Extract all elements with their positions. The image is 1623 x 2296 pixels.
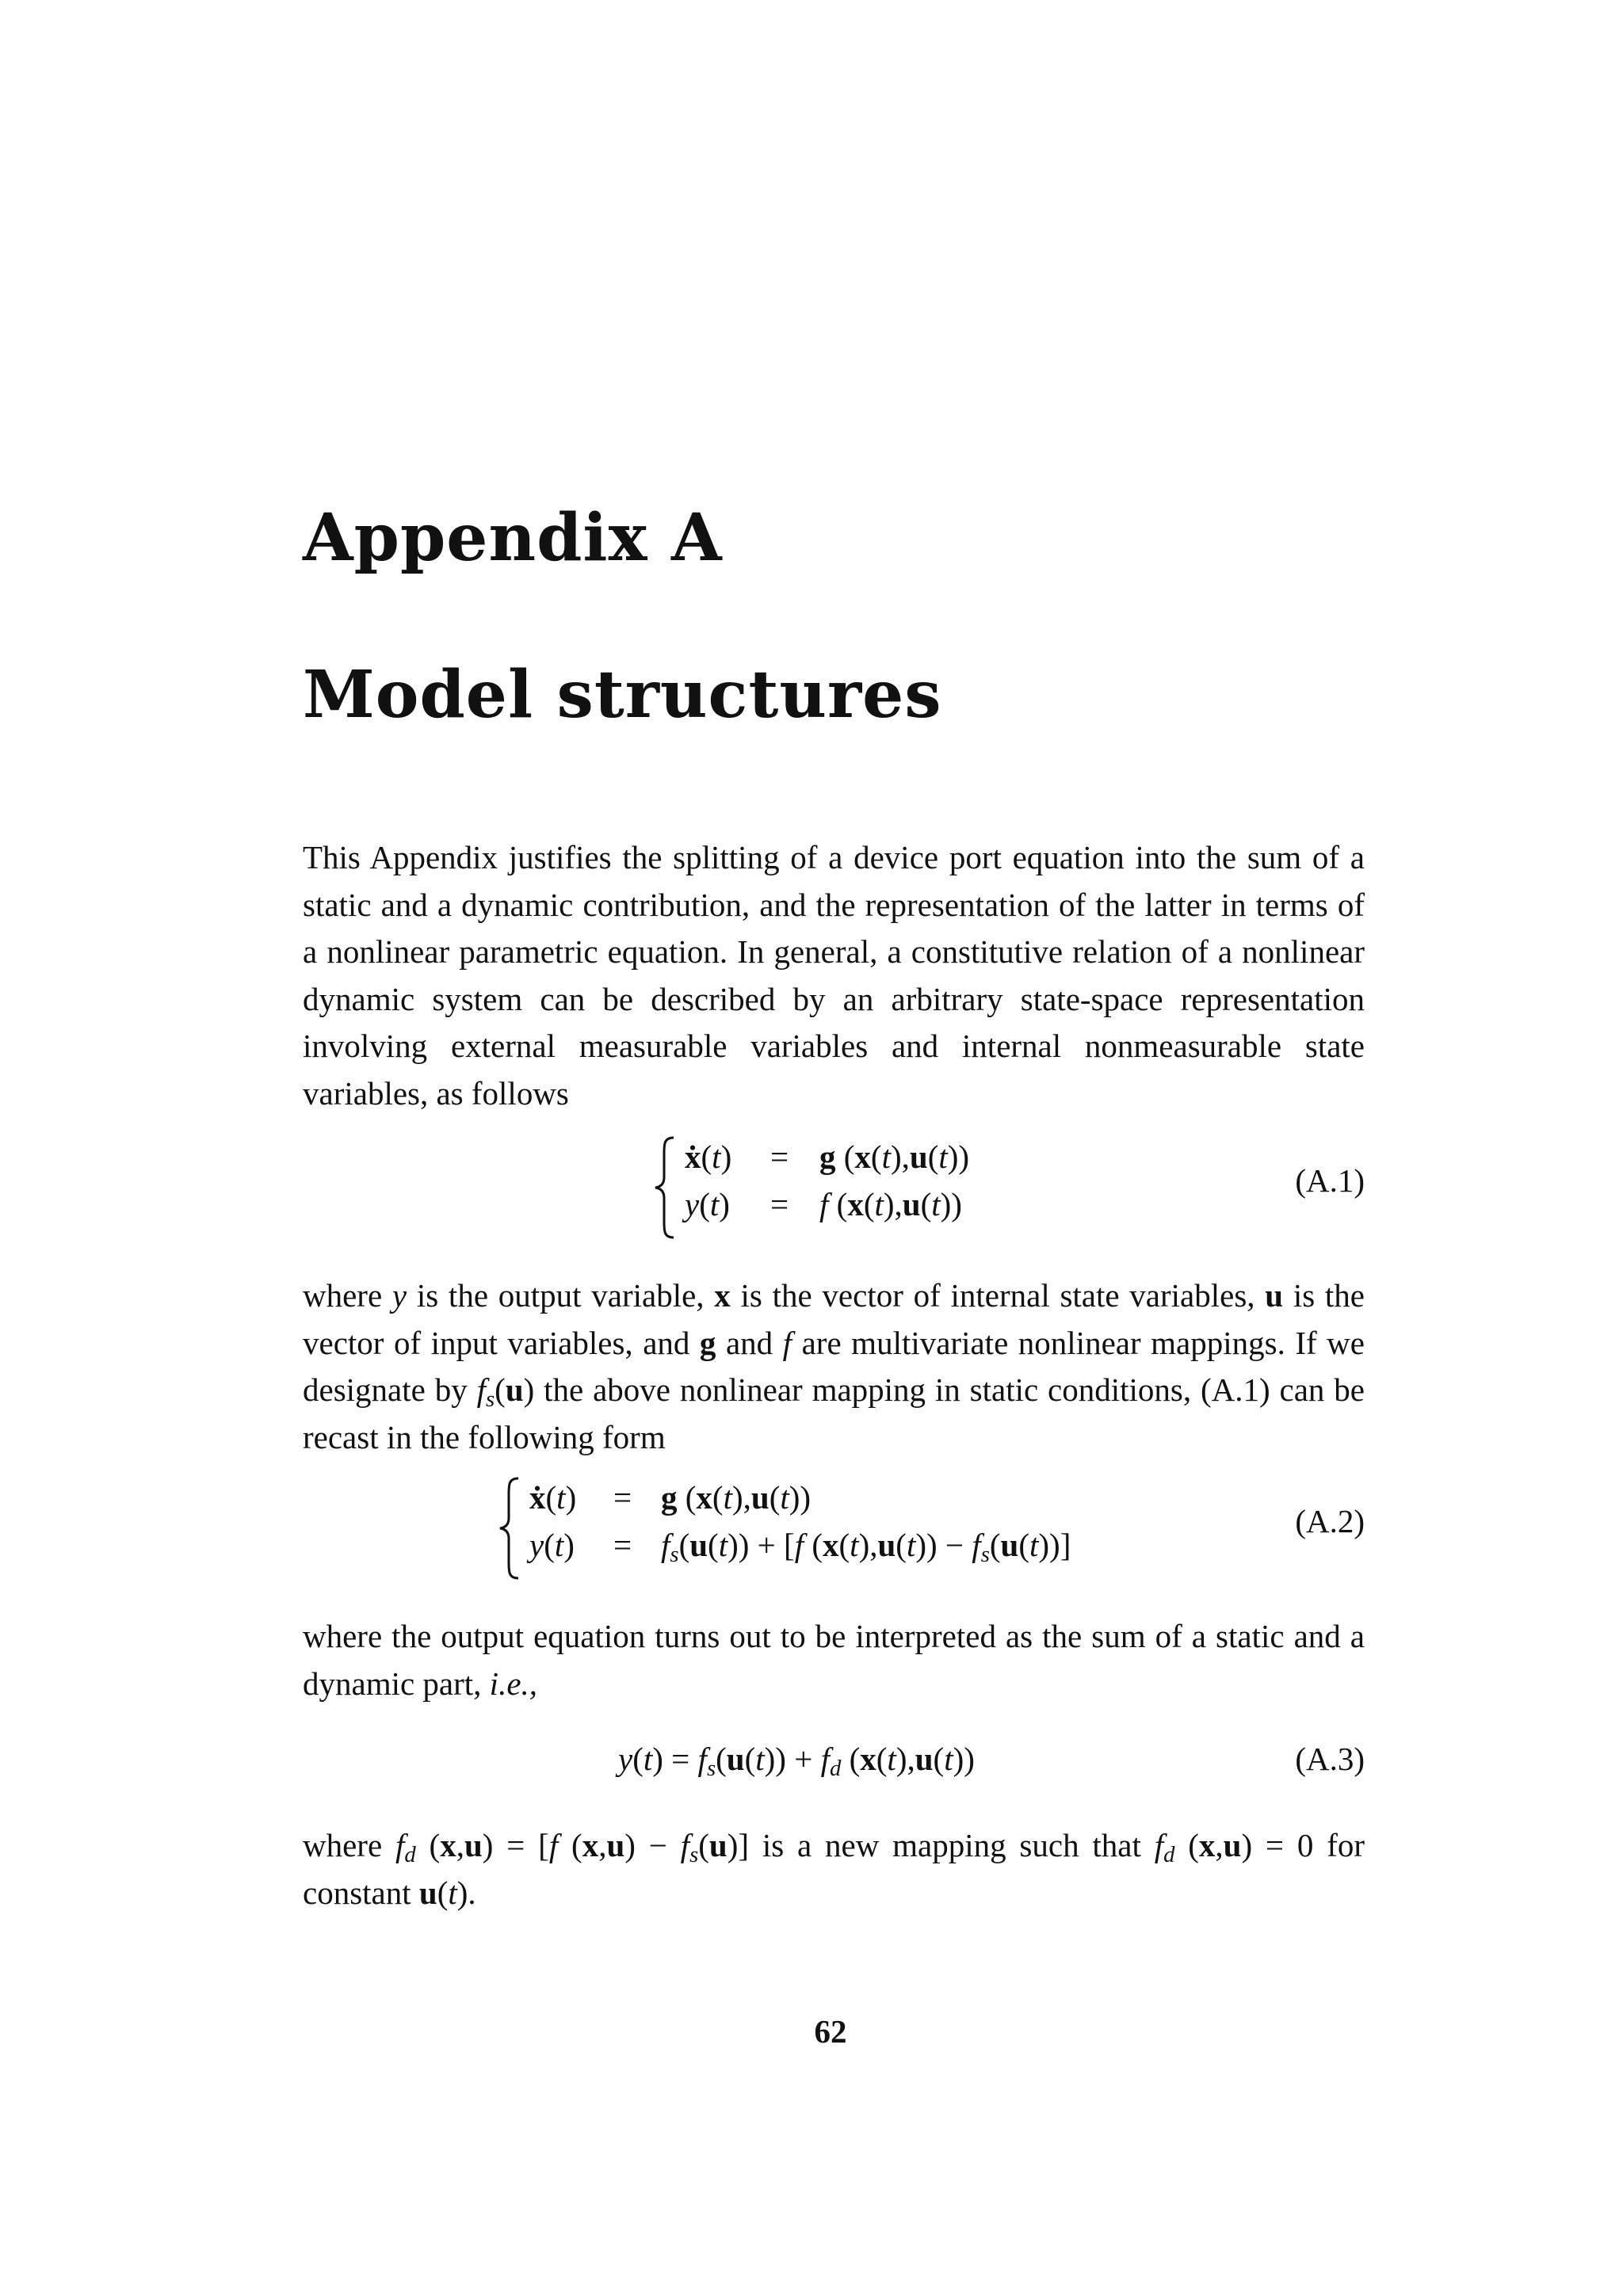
text-span: is the vector of input variables, and [303,1277,1365,1361]
var-x: x [714,1277,731,1314]
equation-a3-expr: $y(t) = f_s(u(t)) + f_d$ (x(t),u(t)) [618,1741,975,1782]
equation-a2 [303,1475,1365,1586]
chapter-title: Model structures [303,657,942,733]
paragraph-new-mapping [303,1822,1365,1917]
text-span: are multivariate nonlinear mappings. If we designate by [303,1324,1365,1408]
text-span: is the output variable, [407,1277,715,1314]
equation-a2-number: (A.2) [1295,1503,1365,1539]
text-span: where [303,1277,392,1314]
text-span: ) the above nonlinear mapping in static conditions, (A.1) can be recast in the following form [303,1371,1365,1455]
equation-a1-row2-lhs: y(t) [685,1186,730,1222]
text-span: . [468,1874,476,1911]
left-brace-icon [496,1475,523,1581]
equation-a3-number: (A.3) [1295,1741,1365,1777]
equation-a1-row1-rhs: g (x(t),u(t)) [819,1138,970,1175]
paragraph-output-sum [303,1613,1365,1707]
text-span: ( [495,1371,506,1408]
equation-a2-row2-eq: = [613,1527,632,1563]
text-span: is the vector of internal state variables, [730,1277,1266,1314]
page-number: 62 [814,2013,847,2050]
var-u: u [1265,1277,1284,1314]
equation-a2-row1-lhs: ẋ(t) [529,1479,577,1516]
equation-a3 [303,1740,1365,1787]
equation-a2-row2-rhs: $f_s(u(t)) + [f$ $(x(t),u(t)) - f_s(u(t))$] [661,1527,1071,1568]
paragraph-intro-text: This Appendix justifies the splitting of a device port equation into the sum of a static and a dynamic contribution, and the representation of the latter in terms of a nonlinear parametric equation. In general, a constitutive relation of a nonlinear dynamic system can be described by an arbitrary state-space representation involving external measurable variables and internal nonmeasurable state variables, as follows [303,839,1365,1112]
equation-a1-row2-eq: = [770,1186,789,1222]
inline-math-fd-def: $f_d$ (x,u) = [f $(x,u) - f_s(u)$] [395,1827,750,1868]
var-y: y [391,1277,407,1314]
var-f: f [782,1324,792,1361]
equation-a1-number: (A.1) [1295,1162,1365,1199]
var-g: g [699,1324,716,1361]
var-u: u [505,1371,524,1408]
equation-a1 [303,1135,1365,1245]
equation-a2-row1-rhs: g (x(t),u(t)) [661,1479,812,1516]
equation-a1-row1-lhs: ẋ(t) [685,1138,732,1175]
equation-a1-row2-rhs: f (x(t),u(t)) [819,1186,962,1222]
appendix-label: Appendix A [303,500,723,576]
inline-math-ut: u(t) [418,1874,468,1911]
subscript-s: s [485,1386,495,1413]
left-brace-icon [651,1135,678,1241]
equation-a1-row1-eq: = [770,1138,789,1175]
inline-math-fd-zero: $f_d$ (x,u) = 0 [1154,1827,1314,1868]
paragraph-mapping [303,1272,1365,1461]
equation-a2-row1-eq: = [613,1479,632,1516]
text-span: is a new mapping such that [749,1827,1155,1863]
var-fs: f [476,1371,486,1408]
abbrev-ie: i.e., [489,1665,538,1702]
text-span: and [716,1324,783,1361]
equation-a2-row2-lhs: y(t) [529,1527,575,1563]
text-span: for constant [303,1827,1365,1911]
paragraph-intro [303,834,1365,1117]
text-span: where [303,1827,395,1863]
text-span: where the output equation turns out to be interpreted as the sum of a static and a dynamic part, [303,1618,1365,1702]
